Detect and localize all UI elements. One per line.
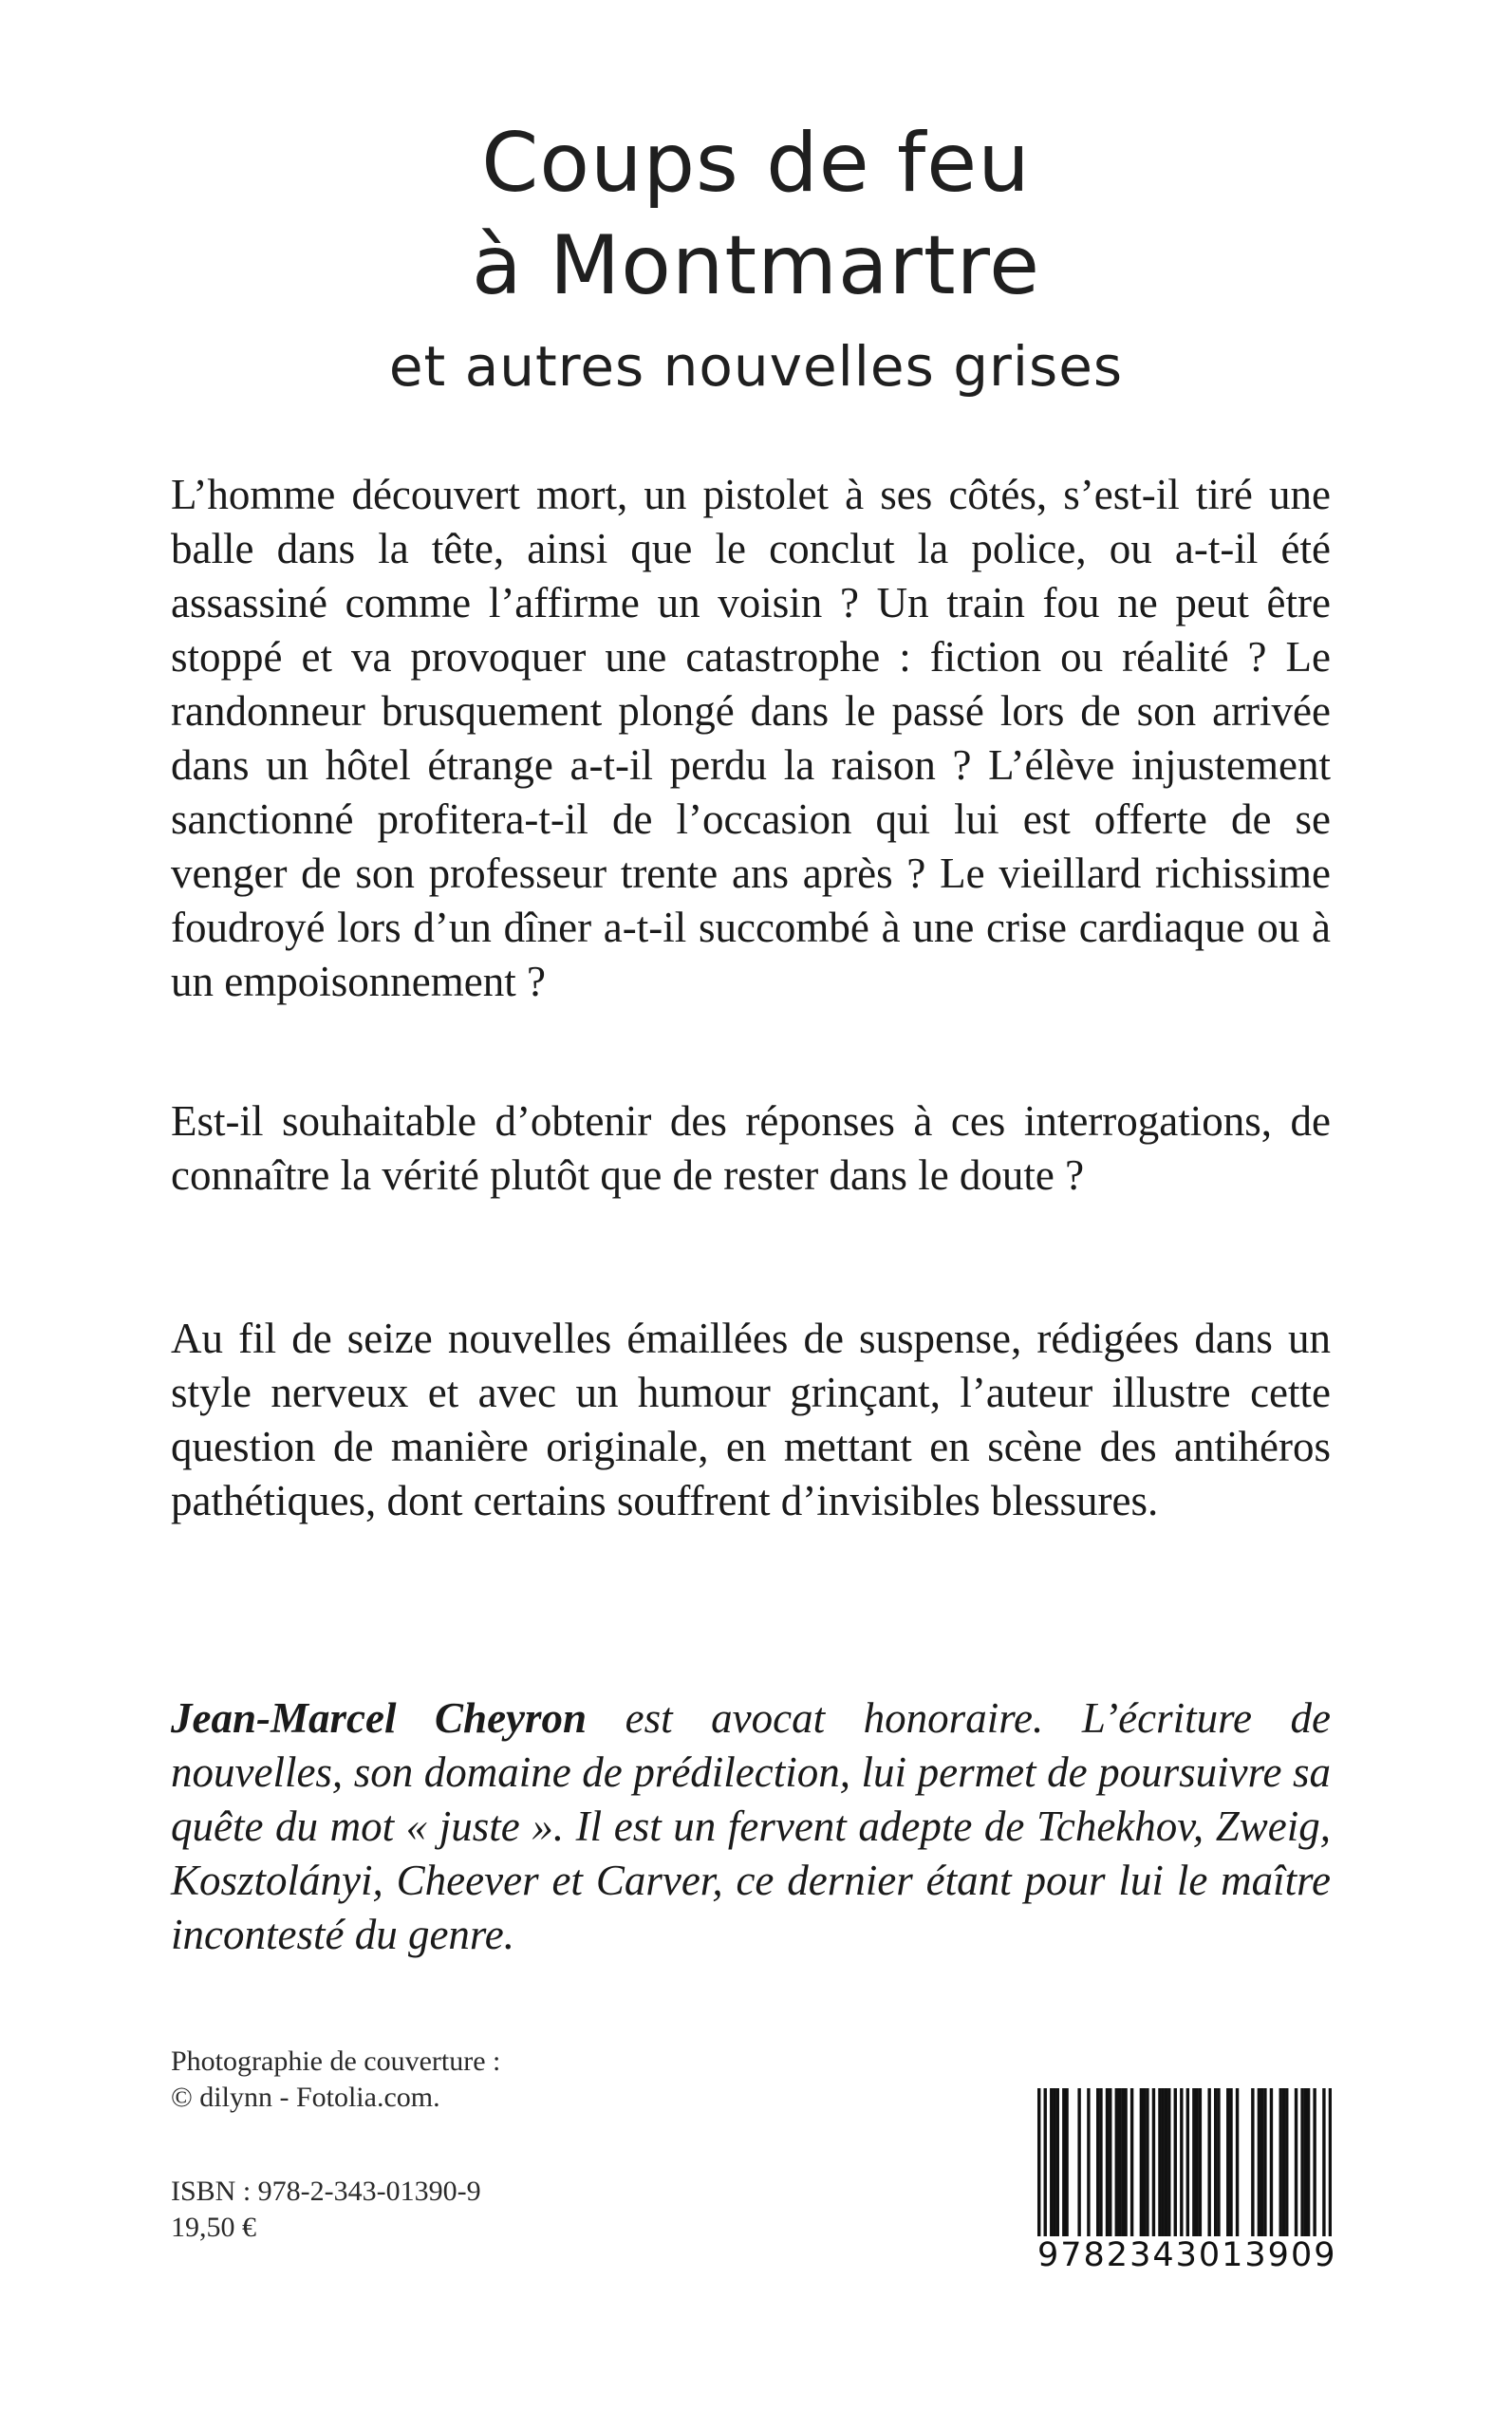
barcode-bar	[1146, 2088, 1148, 2236]
barcode-bar	[1258, 2088, 1260, 2236]
barcode-bar	[1226, 2088, 1229, 2236]
blurb-paragraph-2: Est-il souhaitable d’obtenir des réponses à ces interrogations, de connaître la vérité plutôt que de rester dans le doute ?	[171, 1097, 1331, 1199]
barcode-bar	[1087, 2088, 1090, 2236]
barcode-bar	[1329, 2088, 1332, 2236]
barcode-bar	[1207, 2088, 1210, 2236]
blurb-paragraph-1: L’homme découvert mort, un pistolet à ses côtés, s’est-il tiré une balle dans la tête, ainsi que le conclut la police, ou a-t-il été assassiné comme l’affirme un voisin ? Un train fou ne peut être stoppé et va provoquer une catastrophe : fiction ou réalité ? Le randonneur brusquement plongé dans le passé lors de son arrivée dans un hôtel étrange a-t-il perdu la raison ? L’élève injustement sanctionné profitera-t-il de l’occasion qui lui est offerte de se venger de son professeur trente ans après ? Le vieillard richissime foudroyé lors d’un dîner a-t-il succombé à une crise cardiaque ou à un empoisonnement ?	[171, 471, 1331, 1005]
barcode-bar	[1062, 2088, 1065, 2236]
barcode-bar	[1140, 2088, 1143, 2236]
barcode-bar	[1037, 2088, 1040, 2236]
barcode-bar	[1300, 2088, 1303, 2236]
barcode-bar	[1118, 2088, 1121, 2236]
barcode-bar	[1050, 2088, 1053, 2236]
book-title-line-2: à Montmartre	[471, 218, 1040, 313]
photo-credit-label: Photographie de couverture :	[171, 2046, 501, 2077]
barcode-bar	[1143, 2088, 1146, 2236]
barcode-bar	[1195, 2088, 1198, 2236]
barcode-bar	[1124, 2088, 1127, 2236]
barcode-bar	[1199, 2088, 1202, 2236]
barcode-bar	[1295, 2088, 1297, 2236]
barcode-bar	[1236, 2088, 1239, 2236]
price-text: 19,50 €	[171, 2212, 256, 2243]
barcode-bar	[1279, 2088, 1282, 2236]
barcode-bar	[1099, 2088, 1102, 2236]
barcode-bar	[1106, 2088, 1109, 2236]
barcode-bar	[1186, 2088, 1189, 2236]
author-bio	[171, 1691, 1331, 1962]
author-bio-text: est avocat honoraire. L’écriture de nouvelles, son domaine de prédilection, lui permet de poursuivre sa quête du mot « juste ». Il est un fervent adepte de Tchekhov, Zweig, Kosztolányi, Cheever et Carver, ce dernier étant pour lui le maître incontesté du genre.	[171, 1694, 1331, 1958]
barcode-bar	[1260, 2088, 1263, 2236]
book-subtitle: et autres nouvelles grises	[388, 334, 1124, 399]
barcode-bar	[1192, 2088, 1195, 2236]
barcode-bar	[1121, 2088, 1124, 2236]
photo-credit-source: © dilynn - Fotolia.com.	[171, 2082, 440, 2113]
barcode-bars	[1037, 2088, 1332, 2238]
barcode-bar	[1158, 2088, 1161, 2236]
barcode-bar	[1109, 2088, 1111, 2236]
barcode-bar	[1251, 2088, 1254, 2236]
barcode-bar	[1167, 2088, 1170, 2236]
barcode	[1037, 2088, 1337, 2288]
photo-credit	[171, 2044, 500, 2116]
barcode-bar	[1056, 2088, 1059, 2236]
barcode-bar	[1162, 2088, 1165, 2236]
barcode-bar	[1130, 2088, 1133, 2236]
barcode-bar	[1285, 2088, 1288, 2236]
barcode-bar	[1174, 2088, 1177, 2236]
barcode-bar	[1053, 2088, 1055, 2236]
barcode-bar	[1044, 2088, 1047, 2236]
barcode-digits: 9782343013909	[1037, 2236, 1337, 2274]
barcode-bar	[1313, 2088, 1316, 2236]
author-name: Jean-Marcel Cheyron	[171, 1694, 588, 1742]
barcode-bar	[1307, 2088, 1310, 2236]
barcode-bar	[1263, 2088, 1266, 2236]
barcode-bar	[1065, 2088, 1068, 2236]
isbn-price-block	[171, 2174, 481, 2246]
barcode-bar	[1165, 2088, 1167, 2236]
barcode-bar	[1270, 2088, 1273, 2236]
book-title-block	[0, 112, 1512, 399]
barcode-bar	[1077, 2088, 1080, 2236]
barcode-bar	[1282, 2088, 1285, 2236]
barcode-bar	[1217, 2088, 1220, 2236]
barcode-bar	[1304, 2088, 1307, 2236]
book-title-line-1: Coups de feu	[481, 116, 1031, 211]
barcode-bar	[1229, 2088, 1232, 2236]
barcode-bar	[1180, 2088, 1183, 2236]
barcode-bar	[1115, 2088, 1118, 2236]
blurb-paragraph-3: Au fil de seize nouvelles émaillées de suspense, rédigées dans un style nerveux et avec un humour grinçant, l’auteur illustre cette question de manière originale, en mettant en scène des antihéros pathétiques, dont certains souffrent d’invisibles blessures.	[171, 1315, 1331, 1524]
isbn-text: ISBN : 978-2-343-01390-9	[171, 2176, 481, 2207]
barcode-bar	[1096, 2088, 1099, 2236]
barcode-bar	[1152, 2088, 1155, 2236]
barcode-bar	[1322, 2088, 1325, 2236]
barcode-bar	[1214, 2088, 1217, 2236]
